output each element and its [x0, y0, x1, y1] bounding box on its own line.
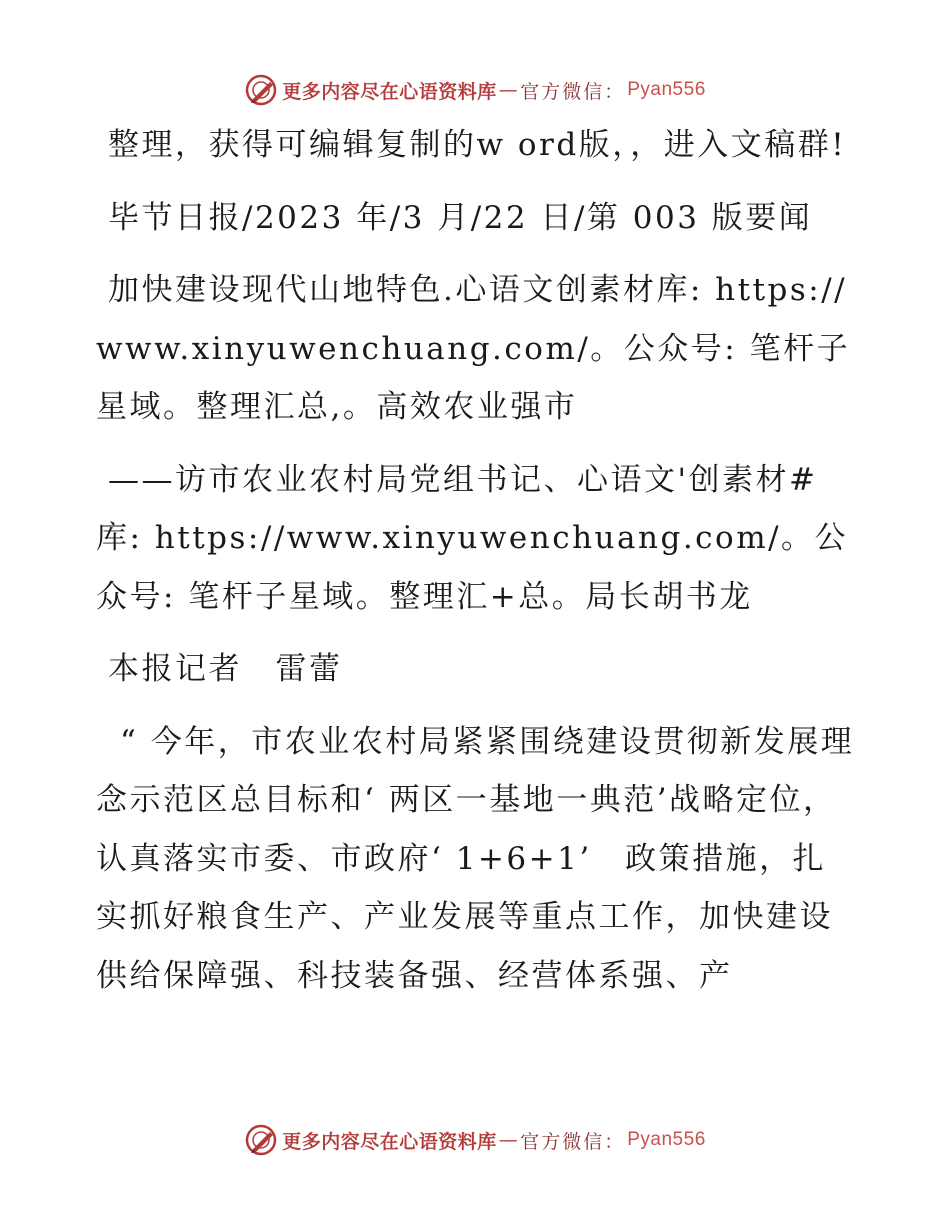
- watermark-title: 更多内容尽在心语资料库: [282, 1130, 497, 1153]
- header-watermark: [0, 70, 950, 110]
- watermark-dash: —: [498, 79, 519, 101]
- source-line: 毕节日报/2023 年/3 月/22 日/第 003 版要闻: [108, 199, 813, 236]
- article-subtitle: ——访市农业农村局党组书记、心语文'创素材#库: https://www.xinyuwenchuang.com/。公众号: 笔杆子星域。整理汇+总。局长胡书龙: [96, 461, 849, 615]
- watermark-title: 更多内容尽在心语资料库: [282, 80, 497, 103]
- watermark-wechat-label: 官方微信：: [520, 80, 626, 103]
- watermark-dash: —: [498, 1129, 519, 1151]
- document-body: [96, 116, 856, 1005]
- watermark-wechat-id: Pyan556: [627, 79, 706, 100]
- watermark-wechat-id: Pyan556: [627, 1129, 706, 1150]
- pen-logo-icon: [244, 73, 278, 107]
- reporter-byline: 本报记者 雷蕾: [108, 651, 343, 687]
- watermark-wechat-label: 官方微信：: [520, 1130, 626, 1153]
- footer-watermark: [0, 1120, 950, 1160]
- article-title: 加快建设现代山地特色.心语文创素材库: https://www.xinyuwenchuang.com/。公众号: 笔杆子星域。整理汇总,。高效农业强市: [96, 272, 851, 425]
- body-paragraph: “ 今年，市农业农村局紧紧围绕建设贯彻新发展理念示范区总目标和‘ 两区一基地一典范’战略定位，认真落实市委、市政府‘ 1+6+1’ 政策措施，扎实抓好粮食生产、产业发展等重点工作，加快建设供给保障强、科技装备强、经营体系强、产: [96, 723, 855, 994]
- intro-paragraph: 整理，获得可编辑复制的w ord版，，进入文稿群!: [108, 127, 847, 163]
- pen-logo-icon: [244, 1123, 278, 1157]
